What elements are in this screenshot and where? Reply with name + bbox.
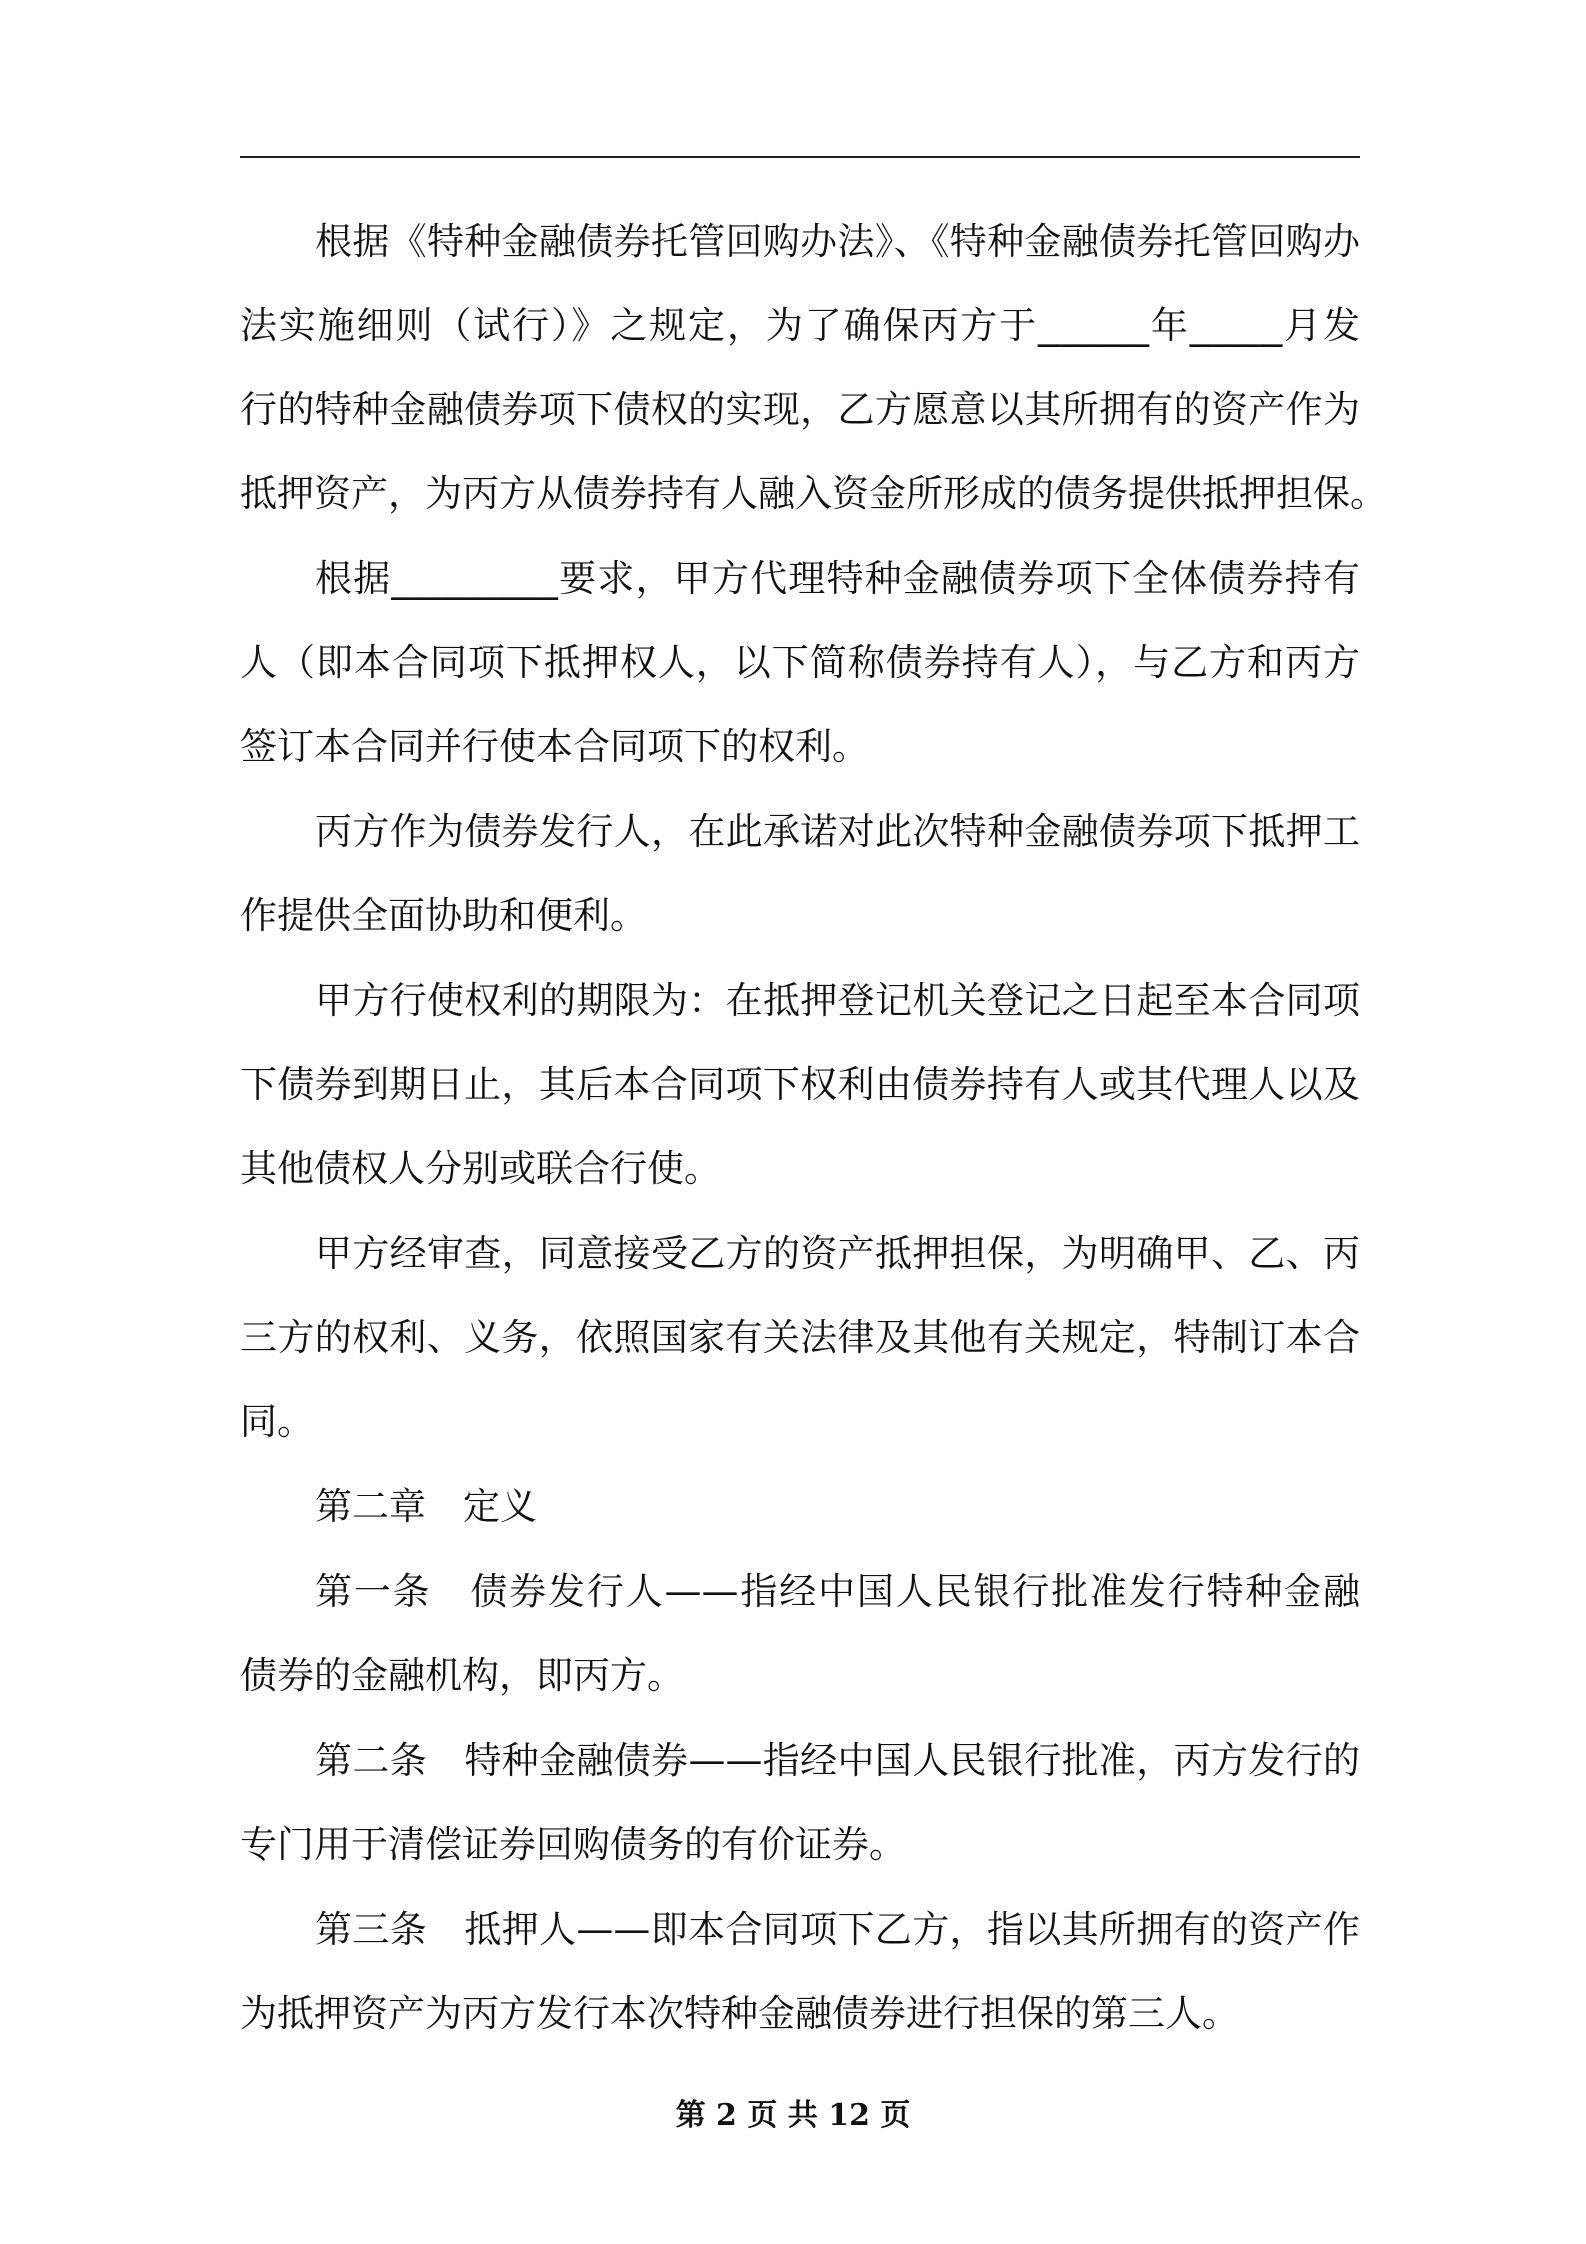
paragraph: [240, 959, 1360, 1211]
text-line: 行的特种金融债券项下债权的实现，乙方愿意以其所拥有的资产作为: [240, 388, 1360, 431]
paragraph: [240, 537, 1360, 789]
paragraph: [240, 200, 1387, 536]
text-line: 债券的金融机构，即丙方。: [240, 1654, 684, 1697]
page-number-footer: 第 2 页 共 12 页: [675, 2098, 911, 2133]
text-line: 法实施细则（试行）》之规定，为了确保丙方于______年_____月发: [240, 304, 1360, 347]
text-line: 甲方行使权利的期限为：在抵押登记机关登记之日起至本合同项: [315, 979, 1360, 1022]
text-line: 同。: [240, 1400, 314, 1443]
header-rule: [240, 156, 1360, 158]
text-line: 作提供全面协助和便利。: [240, 894, 647, 937]
text-line: 三方的权利、义务，依照国家有关法律及其他有关规定，特制订本合: [240, 1316, 1360, 1359]
text-line: 人（即本合同项下抵押权人，以下简称债券持有人），与乙方和丙方: [240, 641, 1360, 684]
text-line: 根据《特种金融债券托管回购办法》、《特种金融债券托管回购办: [315, 220, 1360, 263]
chapter-heading: [240, 1465, 1360, 1549]
text-line: 下债券到期日止，其后本合同项下权利由债券持有人或其代理人以及: [240, 1063, 1360, 1106]
text-line: 甲方经审查，同意接受乙方的资产抵押担保，为明确甲、乙、丙: [315, 1232, 1360, 1275]
text-line: 抵押资产，为丙方从债券持有人融入资金所形成的债务提供抵押担保。: [240, 472, 1387, 515]
text-line: 签订本合同并行使本合同项下的权利。: [240, 725, 869, 768]
text-line: 为抵押资产为丙方发行本次特种金融债券进行担保的第三人。: [240, 1992, 1239, 2035]
article-paragraph: [240, 1550, 1360, 1718]
text-line: 丙方作为债券发行人，在此承诺对此次特种金融债券项下抵押工: [315, 810, 1360, 853]
paragraph: [240, 790, 1360, 958]
paragraph: [240, 1212, 1360, 1464]
article-paragraph: [240, 1888, 1360, 2056]
text-line: 第三条 抵押人——即本合同项下乙方，指以其所拥有的资产作: [315, 1908, 1360, 1951]
text-line: 第二章 定义: [315, 1485, 537, 1528]
text-line: 第二条 特种金融债券——指经中国人民银行批准，丙方发行的: [315, 1739, 1360, 1782]
text-line: 其他债权人分别或联合行使。: [240, 1147, 721, 1190]
text-line: 根据_________要求，甲方代理特种金融债券项下全体债券持有: [315, 557, 1360, 600]
text-line: 第一条 债券发行人——指经中国人民银行批准发行特种金融: [315, 1570, 1360, 1613]
document-body: [240, 200, 1387, 2057]
article-paragraph: [240, 1719, 1360, 1887]
text-line: 专门用于清偿证券回购债务的有价证券。: [240, 1823, 906, 1866]
